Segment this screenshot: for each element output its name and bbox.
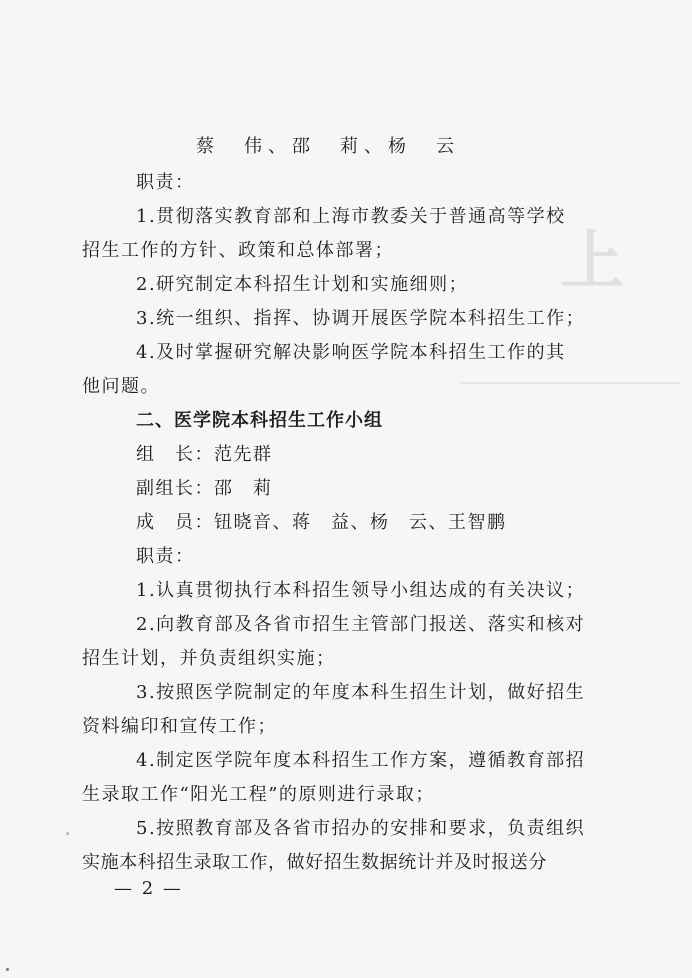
section-heading: 二、医学院本科招生工作小组 (136, 410, 383, 431)
leadership-duty-1: 1.贯彻落实教育部和上海市教委关于普通高等学校 (136, 206, 566, 227)
team-duty-1: 1.认真贯彻执行本科招生领导小组达成的有关决议； (136, 580, 586, 601)
leadership-duty-4-cont: 他问题。 (82, 376, 160, 397)
names-line: 蔡 伟、邵 莉、杨 云 (196, 136, 460, 157)
page-number: — 2 — (114, 878, 183, 899)
team-members: 成 员：钮晓音、蒋 益、杨 云、王智鹏 (136, 512, 507, 533)
duty-label-1: 职责： (136, 172, 195, 193)
team-duty-5-cont: 实施本科招生录取工作，做好招生数据统计并及时报送分 (82, 852, 547, 873)
duty-label-2: 职责： (136, 546, 195, 567)
team-duty-2-cont: 招生计划，并负责组织实施； (82, 648, 336, 669)
scan-speck (6, 968, 9, 971)
team-duty-5: 5.按照教育部及各省市招办的安排和要求，负责组织 (136, 818, 586, 839)
team-duty-4: 4.制定医学院年度本科招生工作方案，遵循教育部招 (136, 750, 586, 771)
bleed-through-mark: 上 (560, 224, 628, 299)
leadership-duty-2: 2.研究制定本科招生计划和实施细则； (136, 274, 469, 295)
team-duty-2: 2.向教育部及各省市招生主管部门报送、落实和核对 (136, 614, 586, 635)
leadership-duty-4: 4.及时掌握研究解决影响医学院本科招生工作的其 (136, 342, 566, 363)
team-duty-3: 3.按照医学院制定的年度本科生招生计划，做好招生 (136, 682, 586, 703)
team-duty-4-cont: 生录取工作“阳光工程”的原则进行录取； (82, 784, 435, 805)
leadership-duty-3: 3.统一组织、指挥、协调开展医学院本科招生工作； (136, 308, 586, 329)
scan-speck (66, 832, 69, 835)
leadership-duty-1-cont: 招生工作的方针、政策和总体部署； (82, 240, 394, 261)
team-deputy: 副组长：邵 莉 (136, 478, 273, 499)
team-leader: 组 长：范先群 (136, 444, 273, 465)
team-duty-3-cont: 资料编印和宣传工作； (82, 716, 277, 737)
